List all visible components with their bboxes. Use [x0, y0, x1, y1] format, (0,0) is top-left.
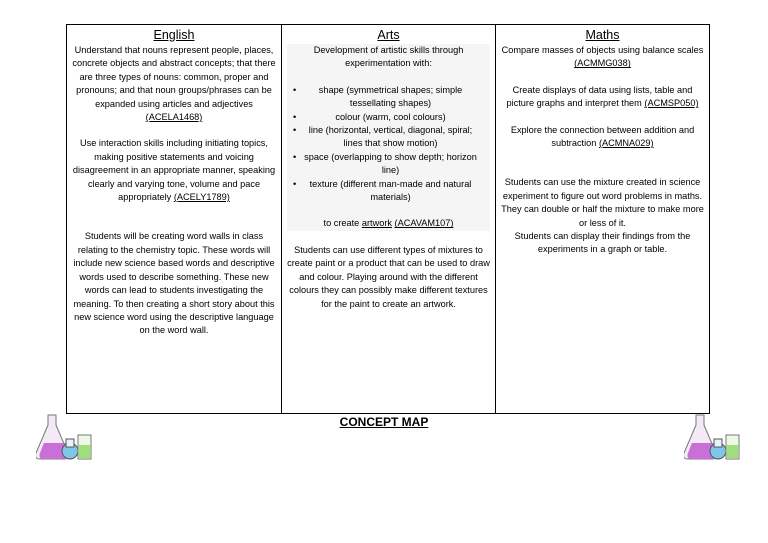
maths-column: [495, 25, 709, 413]
maths-outcome-2: [501, 84, 704, 111]
arts-element: • texture (different man-made and natural materials): [297, 178, 480, 205]
english-outcome-1: [72, 44, 276, 124]
arts-create-prefix: to create: [323, 218, 360, 229]
arts-element: • shape (symmetrical shapes; simple tessellating shapes): [297, 84, 480, 111]
english-heading: English: [153, 28, 195, 42]
maths-activity-1: Students can use the mixture created in science experiment to figure out word problems in maths.: [502, 177, 703, 201]
maths-code-3[interactable]: (ACMNA029): [598, 138, 654, 149]
concept-table: [66, 24, 710, 414]
english-outcome-2: [72, 137, 276, 204]
arts-element: • space (overlapping to show depth; horizon line): [297, 151, 480, 178]
arts-artwork-link[interactable]: artwork: [361, 218, 392, 229]
arts-code[interactable]: (ACAVAM107): [394, 218, 454, 229]
maths-activity-2: They can double or half the mixture to make more or less of it.: [501, 204, 704, 228]
maths-code-2[interactable]: (ACMSP050): [644, 98, 699, 109]
english-outcome-2-text: Use interaction skills including initiating topics, making positive statements and voicing disagreement in an appropriate manner, speaking clearly and varying tone, volume and pace appropriately: [72, 138, 276, 203]
arts-element: • colour (warm, cool colours): [297, 111, 480, 124]
english-outcome-1-text: Understand that nouns represent people, places, concrete objects and abstract concepts; that there are three types of nouns: common, proper and pronouns; and that noun groups/phrases can be expanded using articles and adjectives: [72, 45, 276, 109]
english-code-1[interactable]: (ACELA1468): [145, 112, 203, 123]
maths-outcome-1: [501, 44, 704, 71]
arts-create-line: [287, 217, 490, 230]
arts-elements-list: [287, 84, 490, 205]
page-title: CONCEPT MAP: [339, 415, 429, 429]
maths-activity-3: Students can display their findings from the experiments in a graph or table.: [514, 231, 691, 255]
maths-heading: Maths: [585, 28, 620, 42]
english-code-2[interactable]: (ACELY1789): [173, 192, 230, 203]
arts-outcome-block: [287, 44, 490, 231]
arts-activity: Students can use different types of mixtures to create paint or a product that can be used to draw and colour. Playing around with the different colours they can possibly make different textures for the paint to create an artwork.: [287, 244, 490, 309]
maths-outcome-1-text: Compare masses of objects using balance scales: [501, 45, 704, 55]
maths-outcome-2-text: Create displays of data using lists, table and picture graphs and interpret them: [506, 84, 693, 109]
arts-column: [281, 25, 495, 413]
lab-flask-icon: [684, 413, 742, 463]
maths-outcome-3: [501, 124, 704, 151]
maths-outcome-3-text: Explore the connection between addition and subtraction: [510, 124, 695, 149]
maths-code-1[interactable]: (ACMMG038): [574, 58, 631, 69]
lab-flask-icon: [36, 413, 94, 463]
arts-heading: Arts: [377, 28, 400, 42]
arts-element: • line (horizontal, vertical, diagonal, spiral; lines that show motion): [297, 124, 480, 151]
english-activity: Students will be creating word walls in class relating to the chemistry topic. These words will include new science based words and descriptive words used to describe something. These new words can lead to students investigating the meaning. To then creating a short story about this new science word using the descriptive language on the word wall.: [73, 231, 275, 336]
english-column: [67, 25, 281, 413]
arts-intro: Development of artistic skills through experimentation with:: [313, 45, 464, 69]
